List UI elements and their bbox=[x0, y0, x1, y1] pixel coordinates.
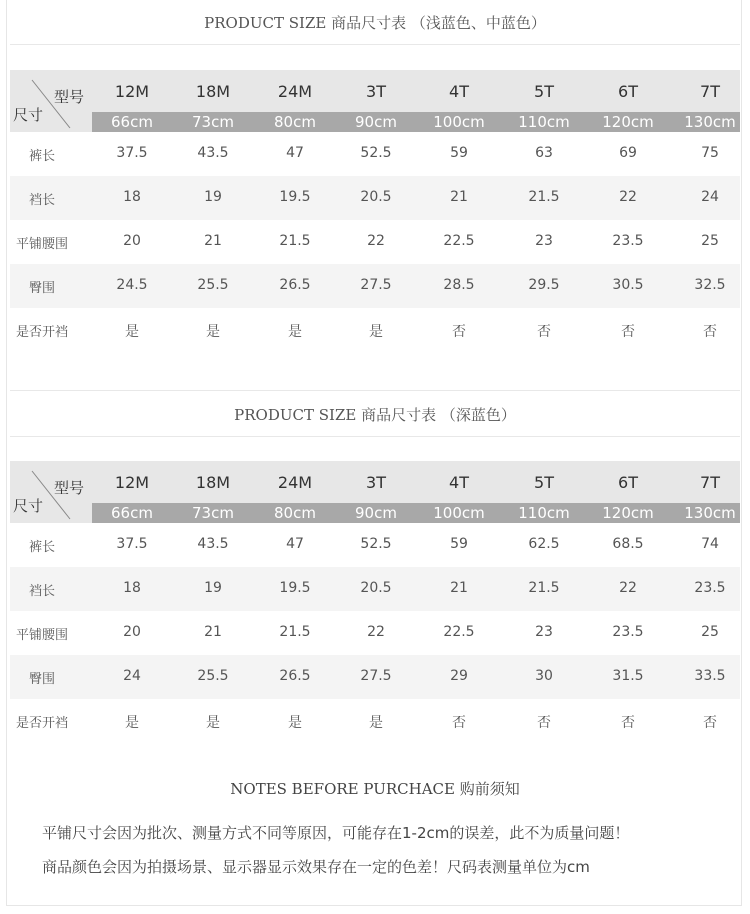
cell-value: 24 bbox=[701, 189, 719, 205]
size-table-title: PRODUCT SIZE 商品尺寸表 （浅蓝色、中蓝色） bbox=[204, 14, 546, 32]
row-label: 臀围 bbox=[28, 281, 55, 296]
cell-value: 22 bbox=[619, 189, 637, 205]
table-header bbox=[10, 70, 740, 132]
cell-value: 27.5 bbox=[360, 668, 392, 684]
height-cm: 80cm bbox=[274, 113, 316, 131]
corner-label-size: 尺寸 bbox=[13, 106, 44, 124]
size-code: 5T bbox=[534, 82, 554, 101]
cell-value: 20.5 bbox=[360, 580, 392, 596]
size-codes bbox=[92, 70, 740, 112]
divider bbox=[10, 44, 740, 45]
cell-value: 24.5 bbox=[116, 277, 148, 293]
size-code: 7T bbox=[700, 473, 720, 492]
table-row bbox=[10, 176, 740, 220]
height-cm: 66cm bbox=[111, 113, 153, 131]
cell-value: 21 bbox=[450, 189, 468, 205]
cell-value: 21.5 bbox=[528, 580, 560, 596]
table-row bbox=[10, 699, 740, 743]
cell-value: 否 bbox=[621, 324, 635, 340]
cell-value: 26.5 bbox=[279, 668, 311, 684]
cell-value: 25.5 bbox=[197, 277, 229, 293]
cell-value: 是 bbox=[369, 715, 383, 731]
cell-value: 37.5 bbox=[116, 145, 148, 161]
cell-value: 21.5 bbox=[528, 189, 560, 205]
cell-value: 21.5 bbox=[279, 624, 311, 640]
cell-value: 19 bbox=[204, 189, 222, 205]
corner-label-model: 型号 bbox=[54, 88, 85, 106]
cell-value: 22.5 bbox=[443, 624, 475, 640]
size-code: 4T bbox=[449, 82, 469, 101]
cell-value: 是 bbox=[206, 324, 220, 340]
cell-value: 是 bbox=[206, 715, 220, 731]
size-code: 6T bbox=[618, 473, 638, 492]
cell-value: 24 bbox=[123, 668, 141, 684]
height-cm: 80cm bbox=[274, 504, 316, 522]
cell-value: 否 bbox=[703, 324, 717, 340]
height-cm: 110cm bbox=[518, 113, 570, 131]
cell-value: 是 bbox=[125, 324, 139, 340]
size-code: 3T bbox=[366, 82, 386, 101]
cell-value: 47 bbox=[286, 536, 304, 552]
cell-value: 22 bbox=[619, 580, 637, 596]
cell-value: 21 bbox=[204, 624, 222, 640]
cell-value: 20 bbox=[123, 624, 141, 640]
height-cm: 110cm bbox=[518, 504, 570, 522]
cell-value: 59 bbox=[450, 145, 468, 161]
size-table bbox=[10, 70, 740, 352]
size-table bbox=[10, 461, 740, 743]
cell-value: 否 bbox=[703, 715, 717, 731]
cell-value: 否 bbox=[537, 715, 551, 731]
cell-value: 18 bbox=[123, 189, 141, 205]
height-cm: 130cm bbox=[684, 504, 736, 522]
cell-value: 是 bbox=[369, 324, 383, 340]
cell-value: 62.5 bbox=[528, 536, 560, 552]
cell-value: 25.5 bbox=[197, 668, 229, 684]
size-code: 7T bbox=[700, 82, 720, 101]
table-row bbox=[10, 655, 740, 699]
cell-value: 25 bbox=[701, 233, 719, 249]
divider bbox=[10, 390, 740, 391]
row-label: 裤长 bbox=[28, 149, 55, 164]
cell-value: 否 bbox=[621, 715, 635, 731]
corner-label-model: 型号 bbox=[54, 479, 85, 497]
corner-cell bbox=[10, 461, 92, 523]
cell-value: 23 bbox=[535, 624, 553, 640]
cell-value: 52.5 bbox=[360, 145, 392, 161]
height-bar bbox=[92, 112, 740, 132]
cell-value: 22.5 bbox=[443, 233, 475, 249]
size-code: 24M bbox=[277, 82, 313, 101]
size-code: 6T bbox=[618, 82, 638, 101]
cell-value: 52.5 bbox=[360, 536, 392, 552]
cell-value: 33.5 bbox=[694, 668, 726, 684]
height-cm: 100cm bbox=[433, 113, 485, 131]
note-line: 平铺尺寸会因为批次、测量方式不同等原因，可能存在1-2cm的误差，此不为质量问题！ bbox=[42, 824, 630, 842]
table-row bbox=[10, 611, 740, 655]
cell-value: 23.5 bbox=[694, 580, 726, 596]
cell-value: 43.5 bbox=[197, 536, 229, 552]
height-cm: 73cm bbox=[192, 113, 234, 131]
cell-value: 30.5 bbox=[612, 277, 644, 293]
table-header bbox=[10, 461, 740, 523]
cell-value: 20.5 bbox=[360, 189, 392, 205]
height-cm: 120cm bbox=[602, 113, 654, 131]
corner-cell bbox=[10, 70, 92, 132]
notes-title: NOTES BEFORE PURCHACE 购前须知 bbox=[230, 780, 520, 798]
cell-value: 68.5 bbox=[612, 536, 644, 552]
table-row bbox=[10, 220, 740, 264]
note-line: 商品颜色会因为拍摄场景、显示器显示效果存在一定的色差！尺码表测量单位为cm bbox=[42, 858, 590, 876]
height-cm: 100cm bbox=[433, 504, 485, 522]
cell-value: 23.5 bbox=[612, 233, 644, 249]
height-cm: 120cm bbox=[602, 504, 654, 522]
cell-value: 22 bbox=[367, 233, 385, 249]
cell-value: 32.5 bbox=[694, 277, 726, 293]
cell-value: 否 bbox=[452, 715, 466, 731]
table-row bbox=[10, 523, 740, 567]
height-bar bbox=[92, 503, 740, 523]
height-cm: 73cm bbox=[192, 504, 234, 522]
table-row bbox=[10, 132, 740, 176]
cell-value: 23 bbox=[535, 233, 553, 249]
cell-value: 31.5 bbox=[612, 668, 644, 684]
cell-value: 26.5 bbox=[279, 277, 311, 293]
cell-value: 29 bbox=[450, 668, 468, 684]
row-label: 平铺腰围 bbox=[15, 237, 68, 252]
cell-value: 59 bbox=[450, 536, 468, 552]
cell-value: 19.5 bbox=[279, 189, 311, 205]
cell-value: 75 bbox=[701, 145, 719, 161]
cell-value: 27.5 bbox=[360, 277, 392, 293]
size-codes bbox=[92, 461, 740, 503]
table-row bbox=[10, 264, 740, 308]
cell-value: 否 bbox=[452, 324, 466, 340]
size-code: 12M bbox=[114, 473, 150, 492]
height-cm: 90cm bbox=[355, 113, 397, 131]
size-code: 4T bbox=[449, 473, 469, 492]
cell-value: 63 bbox=[535, 145, 553, 161]
row-label: 裆长 bbox=[28, 193, 55, 208]
cell-value: 23.5 bbox=[612, 624, 644, 640]
height-cm: 66cm bbox=[111, 504, 153, 522]
cell-value: 21.5 bbox=[279, 233, 311, 249]
corner-label-size: 尺寸 bbox=[13, 497, 44, 515]
cell-value: 22 bbox=[367, 624, 385, 640]
size-code: 18M bbox=[195, 82, 231, 101]
cell-value: 74 bbox=[701, 536, 719, 552]
cell-value: 21 bbox=[450, 580, 468, 596]
size-table-title: PRODUCT SIZE 商品尺寸表 （深蓝色） bbox=[234, 406, 516, 424]
divider bbox=[10, 436, 740, 437]
height-cm: 90cm bbox=[355, 504, 397, 522]
cell-value: 是 bbox=[125, 715, 139, 731]
cell-value: 47 bbox=[286, 145, 304, 161]
cell-value: 是 bbox=[288, 324, 302, 340]
height-cm: 130cm bbox=[684, 113, 736, 131]
cell-value: 是 bbox=[288, 715, 302, 731]
cell-value: 30 bbox=[535, 668, 553, 684]
table-row bbox=[10, 308, 740, 352]
row-label: 裤长 bbox=[28, 540, 55, 555]
cell-value: 18 bbox=[123, 580, 141, 596]
row-label: 臀围 bbox=[28, 672, 55, 687]
size-code: 18M bbox=[195, 473, 231, 492]
cell-value: 28.5 bbox=[443, 277, 475, 293]
cell-value: 19 bbox=[204, 580, 222, 596]
size-code: 3T bbox=[366, 473, 386, 492]
cell-value: 20 bbox=[123, 233, 141, 249]
table-row bbox=[10, 567, 740, 611]
cell-value: 29.5 bbox=[528, 277, 560, 293]
row-label: 是否开裆 bbox=[15, 716, 68, 731]
size-code: 12M bbox=[114, 82, 150, 101]
cell-value: 21 bbox=[204, 233, 222, 249]
row-label: 是否开裆 bbox=[15, 325, 68, 340]
row-label: 裆长 bbox=[28, 584, 55, 599]
size-code: 5T bbox=[534, 473, 554, 492]
cell-value: 69 bbox=[619, 145, 637, 161]
cell-value: 19.5 bbox=[279, 580, 311, 596]
size-code: 24M bbox=[277, 473, 313, 492]
cell-value: 25 bbox=[701, 624, 719, 640]
row-label: 平铺腰围 bbox=[15, 628, 68, 643]
cell-value: 37.5 bbox=[116, 536, 148, 552]
cell-value: 43.5 bbox=[197, 145, 229, 161]
cell-value: 否 bbox=[537, 324, 551, 340]
